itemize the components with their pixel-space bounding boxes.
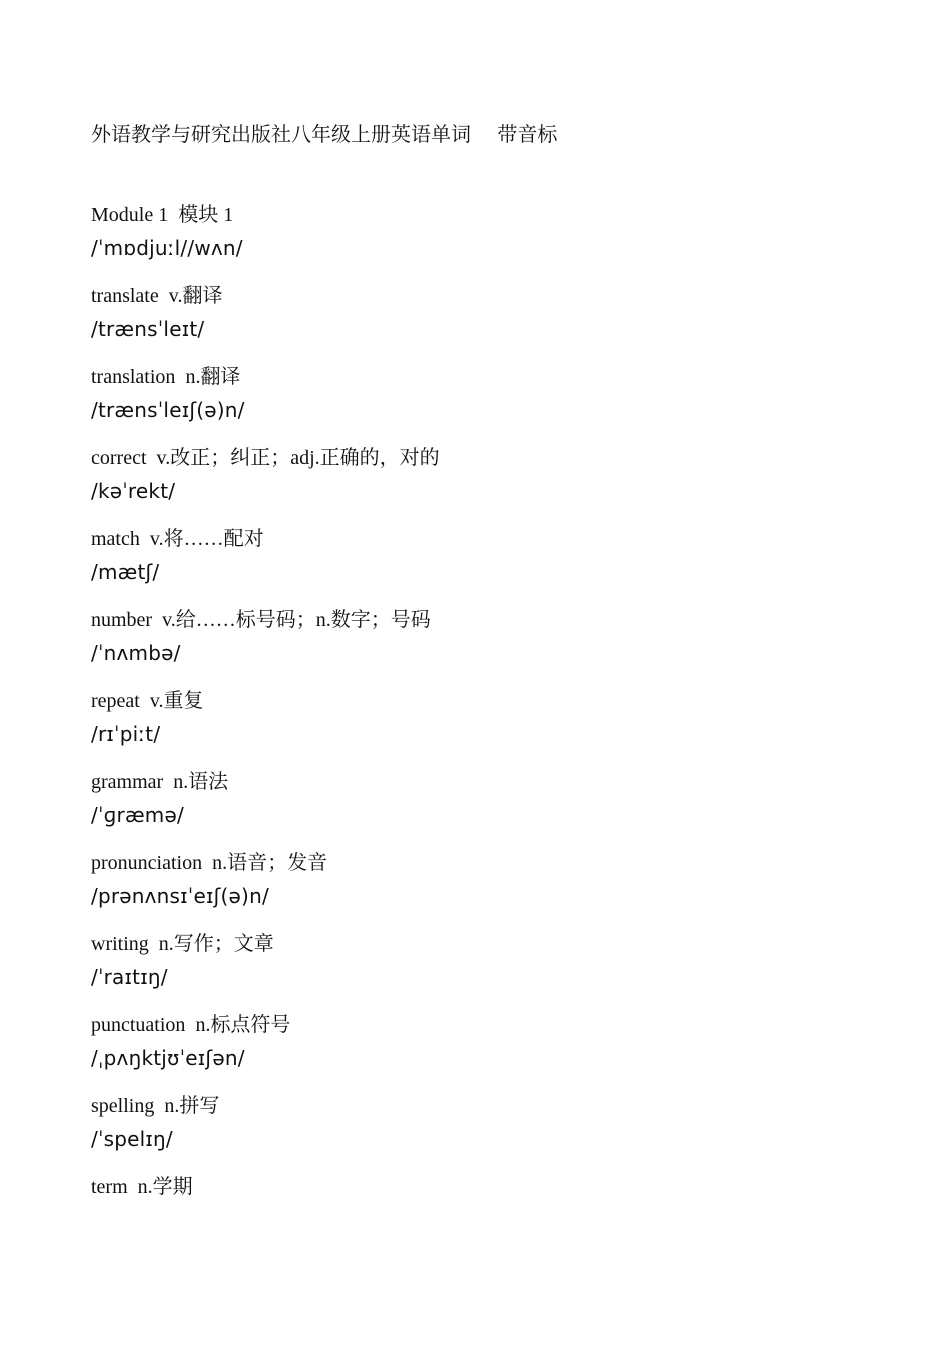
vocab-entry (91, 685, 891, 751)
chinese-meaning: v.给……标号码；n.数字；号码 (162, 609, 431, 631)
english-word: translate (91, 285, 159, 307)
phonetic-transcription: /ˌpʌŋktjʊˈeɪʃən/ (91, 1046, 245, 1070)
english-word: translation (91, 366, 176, 388)
chinese-meaning: n.拼写 (164, 1095, 220, 1117)
chinese-meaning: n.学期 (137, 1176, 193, 1198)
vocab-entry (91, 928, 891, 994)
vocab-entry (91, 1171, 891, 1203)
vocab-entry (91, 604, 891, 670)
vocab-entry (91, 361, 891, 427)
document-title: 外语教学与研究出版社八年级上册英语单词 带音标 (91, 122, 558, 146)
chinese-meaning: n.语法 (173, 771, 229, 793)
phonetic-transcription: /trænsˈleɪt/ (91, 317, 205, 341)
vocab-entry (91, 523, 891, 589)
english-word: match (91, 528, 140, 550)
vocab-entry (91, 1090, 891, 1156)
phonetic-transcription: /prənʌnsɪˈeɪʃ(ə)n/ (91, 884, 269, 908)
english-word: spelling (91, 1095, 155, 1117)
chinese-meaning: n.写作；文章 (158, 933, 274, 955)
vocab-entry (91, 1009, 891, 1075)
word-line (91, 685, 891, 717)
phonetic-transcription: /mætʃ/ (91, 560, 160, 584)
phonetic-transcription: /kəˈrekt/ (91, 479, 176, 503)
phonetic-transcription: /ˈmɒdjuːl//wʌn/ (91, 236, 243, 260)
vocab-entry (91, 199, 891, 265)
english-word: pronunciation (91, 852, 203, 874)
english-word: writing (91, 933, 149, 955)
vocab-entry (91, 766, 891, 832)
english-word: repeat (91, 690, 140, 712)
chinese-meaning: v.改正；纠正；adj.正确的，对的 (156, 447, 440, 469)
document-page (91, 118, 891, 1203)
chinese-meaning: v.重复 (149, 690, 204, 712)
vocab-entry (91, 442, 891, 508)
phonetic-transcription: /ˈɡræmə/ (91, 803, 184, 827)
phonetic-transcription: /ˈnʌmbə/ (91, 641, 181, 665)
word-line (91, 766, 891, 798)
english-word: punctuation (91, 1014, 186, 1036)
phonetic-transcription: /ˈraɪtɪŋ/ (91, 965, 168, 989)
word-line (91, 1171, 891, 1203)
chinese-meaning: n.翻译 (185, 366, 241, 388)
word-line (91, 442, 891, 474)
word-line (91, 928, 891, 960)
word-line (91, 199, 891, 231)
phonetic-transcription: /rɪˈpiːt/ (91, 722, 161, 746)
word-line (91, 361, 891, 393)
word-line (91, 1090, 891, 1122)
chinese-meaning: n.标点符号 (195, 1014, 291, 1036)
chinese-meaning: v.将……配对 (149, 528, 264, 550)
word-line (91, 604, 891, 636)
chinese-meaning: 模块 1 (178, 204, 234, 226)
chinese-meaning: v.翻译 (168, 285, 223, 307)
chinese-meaning: n.语音；发音 (212, 852, 328, 874)
vocab-entry (91, 847, 891, 913)
english-word: Module 1 (91, 204, 169, 226)
word-line (91, 1009, 891, 1041)
word-line (91, 847, 891, 879)
english-word: number (91, 609, 153, 631)
phonetic-transcription: /trænsˈleɪʃ(ə)n/ (91, 398, 245, 422)
english-word: grammar (91, 771, 164, 793)
phonetic-transcription: /ˈspelɪŋ/ (91, 1127, 173, 1151)
word-line (91, 523, 891, 555)
english-word: term (91, 1176, 128, 1198)
english-word: correct (91, 447, 147, 469)
vocab-entry (91, 280, 891, 346)
word-line (91, 280, 891, 312)
